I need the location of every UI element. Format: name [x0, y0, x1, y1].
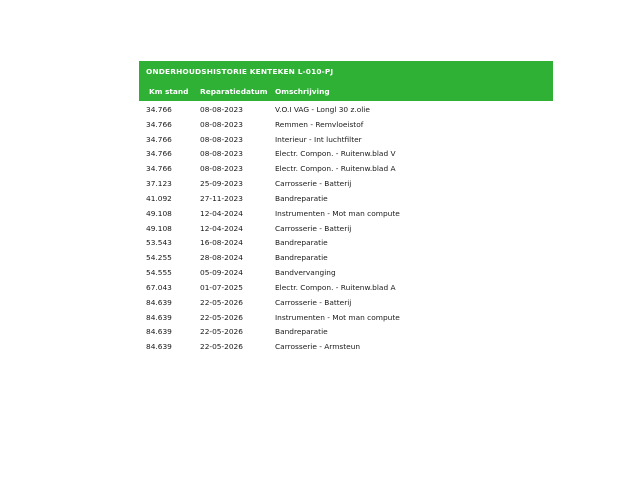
- table-row: [139, 147, 553, 162]
- cell-km: 34.766: [146, 119, 172, 129]
- cell-date: 01-07-2025: [200, 282, 243, 292]
- cell-description: V.O.I VAG - Longl 30 z.olie: [275, 105, 370, 114]
- table-row: [139, 325, 553, 340]
- cell-date: 05-09-2024: [200, 268, 243, 278]
- cell-description: Carrosserie - Batterij: [275, 179, 352, 189]
- cell-km: 34.766: [146, 149, 172, 159]
- cell-date: 22-05-2026: [200, 327, 243, 337]
- cell-km: 84.639: [146, 342, 172, 352]
- cell-km: 54.555: [146, 268, 172, 278]
- cell-km: 54.255: [146, 253, 172, 263]
- table-row: [139, 177, 553, 192]
- cell-date: 27-11-2023: [200, 193, 243, 203]
- table-row: [139, 207, 553, 222]
- cell-description: Instrumenten - Mot man compute: [275, 312, 400, 322]
- cell-description: Carrosserie - Batterij: [275, 223, 352, 233]
- column-header-km: Km stand: [149, 87, 189, 96]
- cell-description: Bandvervanging: [275, 268, 336, 278]
- cell-km: 84.639: [146, 297, 172, 307]
- cell-km: 84.639: [146, 327, 172, 337]
- cell-description: Carrosserie - Armsteun: [275, 342, 361, 352]
- cell-description: Bandreparatie: [275, 238, 328, 248]
- cell-date: 16-08-2024: [200, 238, 243, 248]
- column-header-description: Omschrijving: [275, 87, 330, 96]
- table-row: [139, 192, 553, 207]
- cell-date: 08-08-2023: [200, 119, 243, 129]
- table-header: [139, 61, 553, 101]
- cell-description: Bandreparatie: [275, 327, 328, 337]
- cell-date: 12-04-2024: [200, 223, 243, 233]
- cell-description: Interieur - Int luchtfilter: [275, 134, 362, 144]
- cell-date: 12-04-2024: [200, 208, 243, 218]
- cell-description: Electr. Compon. - Ruitenw.blad A: [275, 164, 396, 174]
- table-row: [139, 311, 553, 326]
- table-row: [139, 296, 553, 311]
- cell-date: 25-09-2023: [200, 179, 243, 189]
- cell-date: 22-05-2026: [200, 342, 243, 352]
- cell-km: 34.766: [146, 134, 172, 144]
- cell-description: Bandreparatie: [275, 193, 328, 203]
- column-headers: [139, 83, 553, 101]
- table-row: [139, 103, 553, 118]
- column-header-date: Reparatiedatum: [200, 87, 268, 96]
- table-row: [139, 133, 553, 148]
- table-row: [139, 266, 553, 281]
- cell-description: Electr. Compon. - Ruitenw.blad V: [275, 149, 396, 159]
- cell-date: 08-08-2023: [200, 105, 243, 114]
- maintenance-history-table: [139, 61, 553, 355]
- cell-km: 37.123: [146, 179, 172, 189]
- cell-km: 49.108: [146, 208, 172, 218]
- table-row: [139, 251, 553, 266]
- cell-date: 08-08-2023: [200, 149, 243, 159]
- cell-km: 41.092: [146, 193, 172, 203]
- cell-km: 84.639: [146, 312, 172, 322]
- cell-date: 28-08-2024: [200, 253, 243, 263]
- table-row: [139, 118, 553, 133]
- cell-date: 22-05-2026: [200, 297, 243, 307]
- cell-description: Electr. Compon. - Ruitenw.blad A: [275, 282, 396, 292]
- cell-km: 67.043: [146, 282, 172, 292]
- cell-km: 34.766: [146, 164, 172, 174]
- table-row: [139, 222, 553, 237]
- table-body: [139, 101, 553, 355]
- cell-date: 22-05-2026: [200, 312, 243, 322]
- cell-description: Carrosserie - Batterij: [275, 297, 352, 307]
- cell-km: 34.766: [146, 105, 172, 114]
- cell-description: Remmen - Remvloeistof: [275, 119, 364, 129]
- table-row: [139, 340, 553, 355]
- table-title: ONDERHOUDSHISTORIE KENTEKEN L-010-PJ: [146, 67, 334, 76]
- table-row: [139, 236, 553, 251]
- table-row: [139, 281, 553, 296]
- cell-date: 08-08-2023: [200, 164, 243, 174]
- cell-date: 08-08-2023: [200, 134, 243, 144]
- cell-km: 49.108: [146, 223, 172, 233]
- cell-description: Instrumenten - Mot man compute: [275, 208, 400, 218]
- cell-km: 53.543: [146, 238, 172, 248]
- table-row: [139, 162, 553, 177]
- cell-description: Bandreparatie: [275, 253, 328, 263]
